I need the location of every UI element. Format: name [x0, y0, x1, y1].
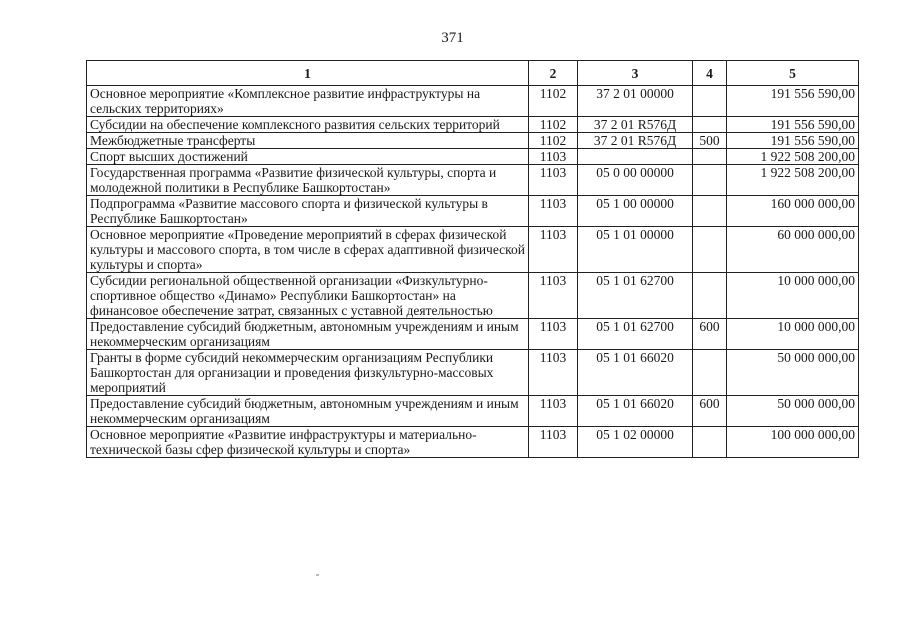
row-target-code: 05 1 01 66020	[578, 396, 693, 427]
row-section-code: 1103	[529, 149, 578, 165]
header-col-4: 4	[693, 61, 727, 86]
row-target-code: 05 0 00 00000	[578, 165, 693, 196]
row-amount: 160 000 000,00	[727, 196, 859, 227]
row-amount: 10 000 000,00	[727, 273, 859, 319]
row-target-code: 37 2 01 00000	[578, 86, 693, 117]
row-name: Государственная программа «Развитие физической культуры, спорта и молодежной политики в Республике Башкортостан»	[87, 165, 529, 196]
row-name: Предоставление субсидий бюджетным, автономным учреждениям и иным некоммерческим организациям	[87, 319, 529, 350]
row-name: Спорт высших достижений	[87, 149, 529, 165]
row-expense-type	[693, 165, 727, 196]
row-amount: 50 000 000,00	[727, 350, 859, 396]
row-target-code	[578, 149, 693, 165]
table-row	[87, 149, 859, 165]
row-target-code: 05 1 01 66020	[578, 350, 693, 396]
row-amount: 191 556 590,00	[727, 117, 859, 133]
header-col-1: 1	[87, 61, 529, 86]
header-col-2: 2	[529, 61, 578, 86]
row-expense-type	[693, 227, 727, 273]
row-expense-type	[693, 350, 727, 396]
row-amount: 100 000 000,00	[727, 427, 859, 458]
row-amount: 60 000 000,00	[727, 227, 859, 273]
row-amount: 10 000 000,00	[727, 319, 859, 350]
row-amount: 191 556 590,00	[727, 133, 859, 149]
table-row	[87, 396, 859, 427]
row-section-code: 1102	[529, 86, 578, 117]
row-expense-type: 600	[693, 319, 727, 350]
row-expense-type: 600	[693, 396, 727, 427]
row-name: Предоставление субсидий бюджетным, автономным учреждениям и иным некоммерческим организациям	[87, 396, 529, 427]
page-number: 371	[441, 30, 464, 46]
budget-table	[86, 60, 859, 458]
row-target-code: 37 2 01 R576Д	[578, 133, 693, 149]
table-row	[87, 319, 859, 350]
row-name: Субсидии региональной общественной организации «Физкультурно-спортивное общество «Динамо» Республики Башкортостан» на финансовое обеспечение затрат, связанных с уставной деятельностью	[87, 273, 529, 319]
row-name: Гранты в форме субсидий некоммерческим организациям Республики Башкортостан для организации и проведения физкультурно-массовых мероприятий	[87, 350, 529, 396]
row-section-code: 1103	[529, 396, 578, 427]
row-amount: 191 556 590,00	[727, 86, 859, 117]
row-section-code: 1102	[529, 133, 578, 149]
row-section-code: 1103	[529, 196, 578, 227]
row-name: Основное мероприятие «Развитие инфраструктуры и материально-технической базы сфер физической культуры и спорта»	[87, 427, 529, 458]
row-expense-type	[693, 149, 727, 165]
table-row	[87, 86, 859, 117]
row-name: Субсидии на обеспечение комплексного развития сельских территорий	[87, 117, 529, 133]
row-section-code: 1103	[529, 165, 578, 196]
row-section-code: 1102	[529, 117, 578, 133]
row-expense-type: 500	[693, 133, 727, 149]
table-row	[87, 196, 859, 227]
table-row	[87, 350, 859, 396]
row-name: Межбюджетные трансферты	[87, 133, 529, 149]
header-row	[87, 61, 859, 86]
row-target-code: 05 1 00 00000	[578, 196, 693, 227]
header-col-5: 5	[727, 61, 859, 86]
table-row	[87, 165, 859, 196]
row-name: Основное мероприятие «Комплексное развитие инфраструктуры на сельских территориях»	[87, 86, 529, 117]
row-section-code: 1103	[529, 273, 578, 319]
row-section-code: 1103	[529, 227, 578, 273]
table-row	[87, 117, 859, 133]
row-section-code: 1103	[529, 350, 578, 396]
row-target-code: 05 1 01 62700	[578, 273, 693, 319]
row-expense-type	[693, 427, 727, 458]
row-target-code: 37 2 01 R576Д	[578, 117, 693, 133]
row-target-code: 05 1 01 62700	[578, 319, 693, 350]
table-row	[87, 427, 859, 458]
row-amount: 50 000 000,00	[727, 396, 859, 427]
row-section-code: 1103	[529, 319, 578, 350]
table-row	[87, 133, 859, 149]
scan-speck	[316, 574, 319, 576]
row-name: Основное мероприятие «Проведение мероприятий в сферах физической культуры и массового спорта, в том числе в сферах адаптивной физической культуры и спорта»	[87, 227, 529, 273]
row-expense-type	[693, 117, 727, 133]
table-row	[87, 273, 859, 319]
row-amount: 1 922 508 200,00	[727, 149, 859, 165]
row-section-code: 1103	[529, 427, 578, 458]
row-name: Подпрограмма «Развитие массового спорта и физической культуры в Республике Башкортостан»	[87, 196, 529, 227]
row-target-code: 05 1 01 00000	[578, 227, 693, 273]
table-row	[87, 227, 859, 273]
row-expense-type	[693, 273, 727, 319]
row-expense-type	[693, 86, 727, 117]
row-target-code: 05 1 02 00000	[578, 427, 693, 458]
header-col-3: 3	[578, 61, 693, 86]
row-expense-type	[693, 196, 727, 227]
row-amount: 1 922 508 200,00	[727, 165, 859, 196]
